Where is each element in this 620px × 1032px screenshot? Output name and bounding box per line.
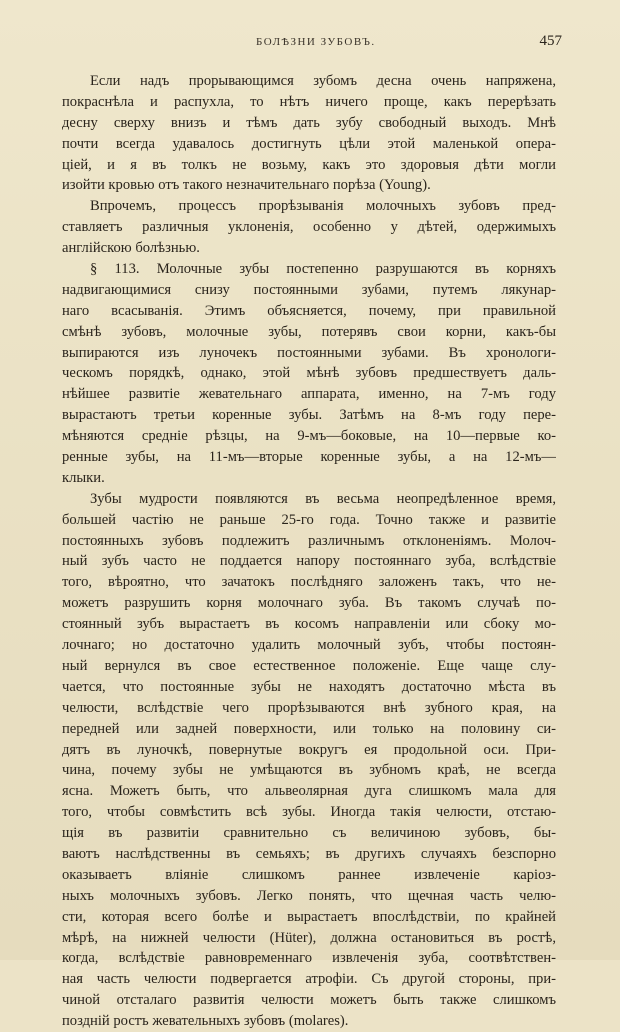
text-line: передней или задней поверхности, или только на половину си- [62, 720, 556, 737]
body-text [62, 71, 556, 1032]
page-header [60, 33, 562, 56]
text-line: надвигающимися снизу постоянными зубами, путемъ лякунар- [62, 281, 556, 298]
text-line: постоянныхъ зубовъ подлежитъ различнымъ отклоненіямъ. Молоч- [62, 532, 556, 549]
text-line: ціей, и я въ толкъ не возьму, какъ это здоровыя дѣти могли [62, 156, 556, 173]
running-title: БОЛѢЗНИ ЗУБОВЪ. [256, 36, 376, 48]
text-line: оказываетъ вліяніе слишкомъ раннее извлеченіе каріоз- [62, 866, 556, 883]
text-line: когда, вслѣдствіе равновременнаго извлеченія зуба, соотвѣтствен- [62, 950, 556, 967]
text-line: ясна. Можетъ быть, что альвеолярная дуга слишкомъ мала для [62, 783, 556, 800]
text-line: чиной отсталаго развитія челюсти можетъ быть также слишкомъ [62, 992, 556, 1009]
text-line: чина, почему зубы не умѣщаются въ зубномъ краѣ, не всегда [62, 762, 556, 779]
text-line: можетъ разрушить корня молочнаго зуба. Въ такомъ случаѣ по- [62, 595, 556, 612]
text-line: ставляетъ различныя уклоненія, особенно у дѣтей, одержимыхъ [62, 219, 556, 236]
text-line: мѣрѣ, на нижней челюсти (Hüter), должна остановиться въ ростѣ, [62, 929, 556, 946]
text-line: ный вернулся въ свое естественное положеніе. Еще чаще слу- [62, 657, 556, 674]
text-line: смѣнѣ зубовъ, молочные зубы, потерявъ свои корни, какъ-бы [62, 323, 556, 340]
text-line: почти всегда удавалось достигнуть цѣли этой маленькой опера- [62, 135, 556, 152]
text-line: ренные зубы, на 11-мъ—вторые коренные зубы, а на 12-мъ— [62, 449, 556, 466]
text-line: того, чтобы совмѣстить всѣ зубы. Иногда такія челюсти, отстаю- [62, 804, 556, 821]
text-line: вырастаютъ третьи коренные зубы. Затѣмъ на 8-мъ году пере- [62, 407, 556, 424]
text-line: Зубы мудрости появляются въ весьма неопредѣленное время, [90, 490, 556, 507]
text-line: клыки. [62, 469, 105, 486]
text-line: наго всасыванія. Этимъ объясняется, почему, при правильной [62, 302, 556, 319]
text-line: ческомъ порядкѣ, однако, этой мѣнѣ зубовъ предшествуетъ даль- [62, 365, 556, 382]
text-line: Если надъ прорывающимся зубомъ десна очень напряжена, [90, 73, 556, 89]
text-line: ный зубъ часто не поддается напору постояннаго зуба, вслѣдствіе [62, 553, 556, 570]
text-line: нѣйшее развитіе жевательнаго аппарата, именно, на 7-мъ году [62, 386, 556, 403]
text-line: Впрочемъ, процессъ прорѣзыванія молочныхъ зубовъ пред- [90, 198, 556, 215]
text-line: выпираются изъ луночекъ постоянными зубами. Въ хронологи- [62, 344, 556, 361]
page-number: 457 [539, 33, 562, 49]
text-line: стоянный зубъ вырастаетъ въ косомъ направленіи или сбоку мо- [62, 616, 556, 633]
text-line: англійскою болѣзнью. [62, 240, 200, 257]
text-line: большей частію не раньше 25-го года. Точно также и развитіе [62, 511, 556, 528]
text-line: ваютъ наслѣдственны въ семьяхъ; въ другихъ случаяхъ безспорно [62, 845, 556, 862]
text-line: лочнаго; но достаточно удалить молочный зубъ, чтобы постоян- [62, 637, 556, 654]
text-line: челюсти, вслѣдствіе чего прорѣзываются внѣ зубного края, на [62, 699, 556, 716]
text-line: ная часть челюсти подвергается атрофіи. Съ другой стороны, при- [62, 971, 556, 988]
text-line: чается, что постоянные зубы не находятъ достаточно мѣста въ [62, 678, 556, 695]
text-line: § 113. Молочные зубы постепенно разрушаются въ корняхъ [90, 261, 556, 278]
text-line: изойти кровью отъ такого незначительнаго порѣза (Young). [62, 177, 431, 194]
text-line: сти, которая всего болѣе и вырастаетъ впослѣдствіи, по крайней [62, 908, 556, 925]
text-line: ныхъ молочныхъ зубовъ. Легко понять, что щечная часть челю- [62, 887, 556, 904]
text-line: поздній ростъ жевательныхъ зубовъ (molares). [62, 1013, 349, 1030]
text-line: щія въ развитіи сравнительно съ величиною зубовъ, бы- [62, 825, 556, 842]
text-line: десну сверху внизъ и тѣмъ дать зубу свободный выходъ. Мнѣ [62, 114, 556, 131]
text-line: того, вѣроятно, что зачатокъ послѣдняго заложенъ такъ, что не- [62, 574, 556, 591]
text-line: мѣняются средніе рѣзцы, на 9-мъ—боковые, на 10—первые ко- [62, 428, 556, 445]
text-line: покраснѣла и распухла, то нѣтъ ничего проще, какъ перерѣзать [62, 93, 556, 110]
text-line: дятъ въ луночкѣ, повернутые вокругъ ея продольной оси. При- [62, 741, 556, 758]
